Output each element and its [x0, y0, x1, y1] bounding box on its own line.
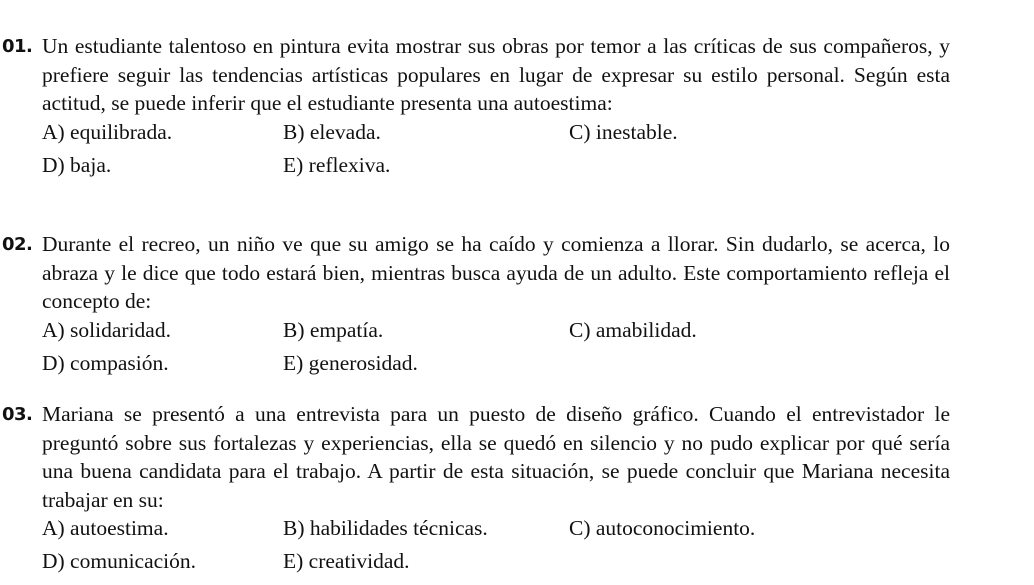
question-number: 01. — [2, 36, 33, 57]
option-d[interactable]: D) baja. — [42, 152, 112, 177]
question-1 — [0, 32, 1020, 184]
answer-options — [42, 514, 1020, 580]
option-c[interactable]: C) autoconocimiento. — [569, 516, 756, 540]
answer-options — [42, 316, 1020, 382]
question-3 — [0, 400, 1020, 580]
option-e[interactable]: E) generosidad. — [283, 350, 418, 375]
question-text: Un estudiante talentoso en pintura evita mostrar sus obras por temor a las críticas de sus compañeros, y prefiere seguir las tendencias artísticas populares en lugar de expresar su estilo personal. Según esta actitud, se puede inferir que el estudiante presenta una autoestima: — [42, 34, 950, 115]
option-d[interactable]: D) comunicación. — [42, 549, 197, 573]
option-b[interactable]: B) elevada. — [283, 119, 381, 144]
option-a[interactable]: A) equilibrada. — [42, 119, 173, 144]
option-a[interactable]: A) autoestima. — [42, 516, 169, 540]
option-c[interactable]: C) amabilidad. — [569, 317, 697, 342]
option-e[interactable]: E) reflexiva. — [283, 152, 391, 177]
question-number: 02. — [2, 234, 33, 255]
option-a[interactable]: A) solidaridad. — [42, 317, 171, 342]
option-b[interactable]: B) empatía. — [283, 317, 384, 342]
option-c[interactable]: C) inestable. — [569, 119, 678, 144]
question-text: Durante el recreo, un niño ve que su amigo se ha caído y comienza a llorar. Sin dudarlo, se acerca, lo abraza y le dice que todo estará bien, mientras busca ayuda de un adulto. Este comportamiento refleja el concepto de: — [42, 232, 950, 313]
answer-options — [42, 118, 1020, 184]
option-e[interactable]: E) creatividad. — [283, 549, 410, 573]
question-2 — [0, 230, 1020, 382]
question-number: 03. — [2, 404, 33, 425]
option-b[interactable]: B) habilidades técnicas. — [283, 516, 488, 540]
option-d[interactable]: D) compasión. — [42, 350, 169, 375]
question-text: Mariana se presentó a una entrevista para un puesto de diseño gráfico. Cuando el entrevistador le preguntó sobre sus fortalezas y experiencias, ella se quedó en silencio y no pudo explicar por qué sería una buena candidata para el trabajo. A partir de esta situación, se puede concluir que Mariana necesita trabajar en su: — [42, 402, 950, 512]
